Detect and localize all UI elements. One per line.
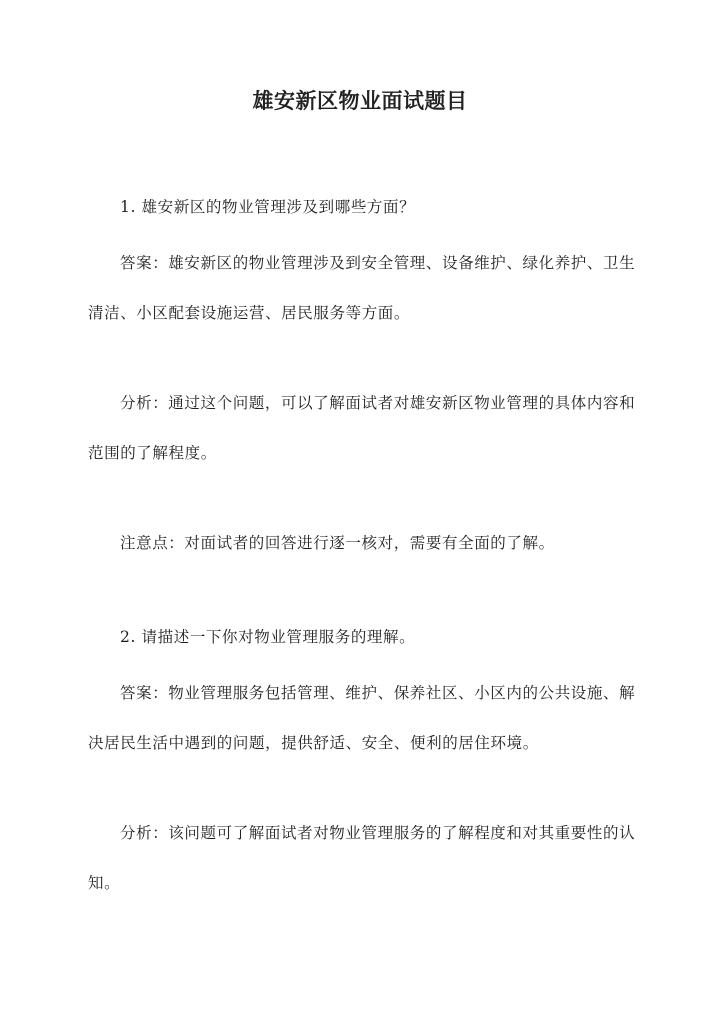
analysis-1: 分析：通过这个问题，可以了解面试者对雄安新区物业管理的具体内容和范围的了解程度。: [88, 394, 636, 462]
analysis-2: 分析：该问题可了解面试者对物业管理服务的了解程度和对其重要性的认知。: [88, 824, 636, 892]
note-1: 注意点：对面试者的回答进行逐一核对，需要有全面的了解。: [120, 534, 555, 552]
answer-1: 答案：雄安新区的物业管理涉及到安全管理、设备维护、绿化养护、卫生清洁、小区配套设施运营、居民服务等方面。: [88, 254, 636, 322]
answer-2: 答案：物业管理服务包括管理、维护、保养社区、小区内的公共设施、解决居民生活中遇到的问题，提供舒适、安全、便利的居住环境。: [88, 684, 636, 752]
document-title: 雄安新区物业面试题目: [252, 88, 468, 113]
question-2: 2. 请描述一下你对物业管理服务的理解。: [120, 628, 416, 646]
question-1: 1. 雄安新区的物业管理涉及到哪些方面？: [120, 198, 416, 216]
